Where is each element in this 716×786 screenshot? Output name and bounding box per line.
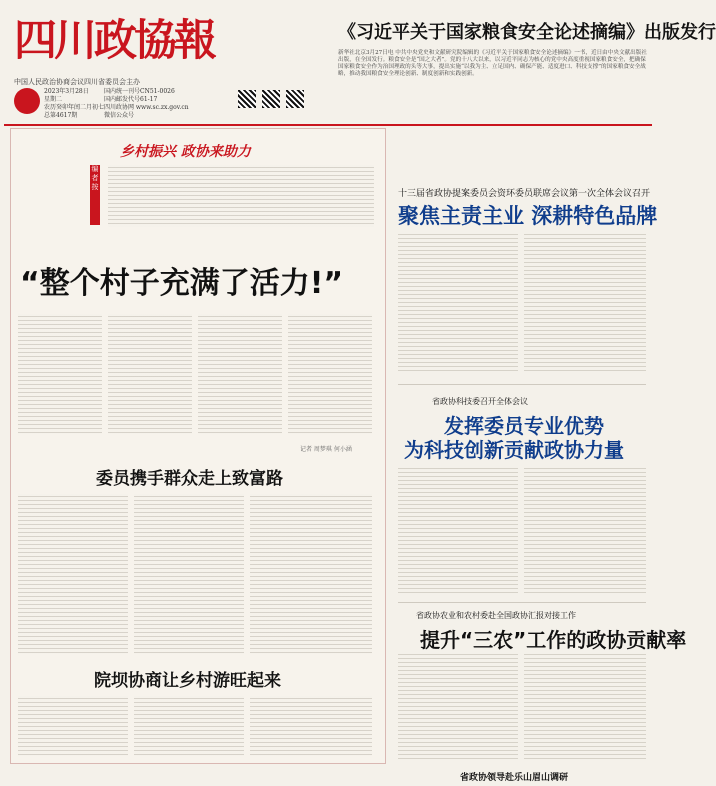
issue-number: 总第4617期 [44, 112, 78, 119]
editor-note-label: 编者按 [90, 165, 100, 225]
body-column [250, 696, 372, 756]
top-story-headline: 《习近平关于国家粮食安全论述摘编》出版发行 [338, 22, 716, 43]
cn-code: 国内统一刊号CN51-0026 [104, 88, 175, 95]
body-column [198, 314, 282, 434]
editor-note-text [108, 165, 374, 227]
top-story-body: 新华社北京3月27日电 中共中央党史和文献研究院编辑的《习近平关于国家粮食安全论述摘编》一书，近日由中央文献出版社出版，在全国发行。粮食安全是“国之大者”。党的十八大以来，以习近平同志为核心的党中央高度重视国家粮食安全，把确保国家粮食安全作为治国理政的头等大事，提出实施“以我为主、立足国内、确保产能、适度进口、科技支撑”的国家粮食安全战略，推动我国粮食安全理论创新、制度创新和实践创新。 [338, 50, 647, 77]
qr-code-icon [238, 90, 256, 108]
right-article-2-pre: 省政协科技委召开全体会议 [432, 397, 528, 406]
column-divider [398, 384, 646, 385]
postal-code: 国内邮发代号61-17 [104, 96, 158, 103]
right-article-2-headline-line1: 发挥委员专业优势 [444, 414, 604, 438]
body-column [524, 466, 646, 594]
body-column [524, 232, 646, 372]
right-article-2-headline-line2: 为科技创新贡献政协力量 [404, 438, 624, 462]
qr-code-icon [286, 90, 304, 108]
feature-headline: “整个村子充满了活力!” [20, 266, 344, 301]
subheading-1: 委员携手群众走上致富路 [96, 469, 283, 489]
issue-weekday: 星期二 [44, 96, 63, 103]
body-column [18, 696, 128, 756]
body-column [134, 696, 244, 756]
body-column [18, 314, 102, 434]
qr-code-icon [262, 90, 280, 108]
publisher-line: 中国人民政治协商会议四川省委员会主办 [14, 78, 140, 86]
body-column [398, 466, 518, 594]
feature-byline: 记者 周梦琪 何小涵 [300, 446, 352, 453]
right-article-1-pre: 十三届省政协提案委员会资环委员联席会议第一次全体会议召开 [398, 189, 651, 199]
issue-date: 2023年3月28日 [44, 88, 89, 95]
publication-codes [104, 88, 189, 120]
wechat-label: 微信公众号 [104, 112, 135, 119]
subheading-2: 院坝协商让乡村游旺起来 [94, 671, 281, 691]
body-column [288, 314, 372, 434]
right-article-3-pre: 省政协农业和农村委赴全国政协汇报对接工作 [416, 611, 576, 620]
column-divider [398, 602, 646, 603]
right-article-1-headline: 聚焦主责主业 深耕特色品牌 [398, 204, 658, 228]
body-column [134, 494, 244, 654]
body-column [18, 494, 128, 654]
masthead [14, 8, 214, 74]
newspaper-title: 四川政協報 [14, 16, 214, 66]
body-column [398, 232, 518, 372]
footer-teaser: 省政协领导赴乐山眉山调研 [460, 773, 569, 783]
website: 四川政协网 www.sc.zx.gov.cn [104, 104, 189, 111]
issue-lunar: 农历癸卯年闰二月初七 [44, 104, 105, 111]
issue-info [44, 88, 104, 120]
body-column [398, 652, 518, 760]
masthead-divider [4, 124, 652, 126]
feature-kicker: 乡村振兴 政协来助力 [120, 144, 251, 160]
body-column [108, 314, 192, 434]
right-article-3-headline: 提升“三农”工作的政协贡献率 [420, 628, 687, 652]
body-column [524, 652, 646, 760]
body-column [250, 494, 372, 654]
cppcc-emblem-icon [14, 88, 40, 114]
